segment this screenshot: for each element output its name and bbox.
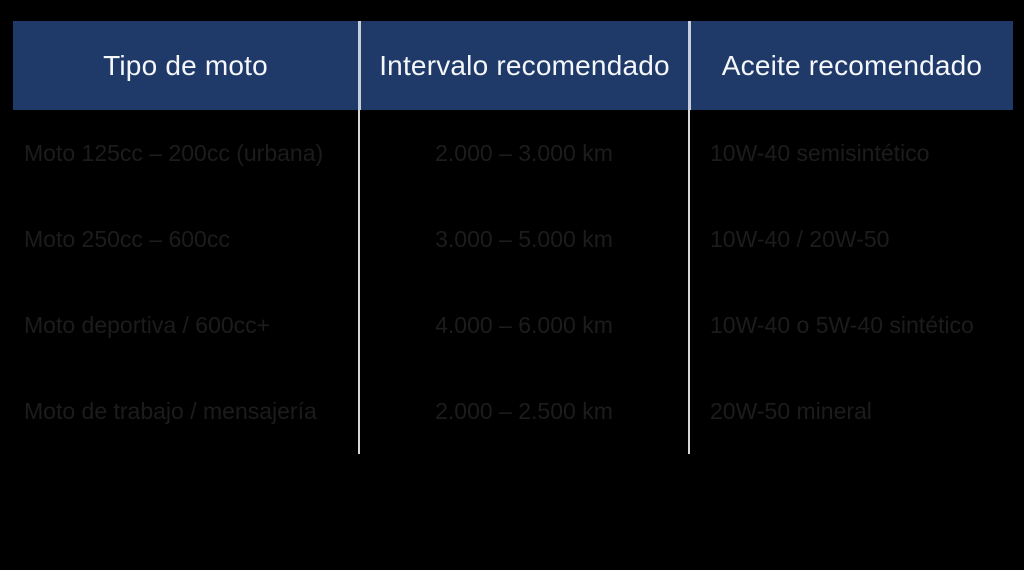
cell-tipo-row-3: Moto deportiva / 600cc+ — [24, 311, 271, 338]
cell-tipo-row-2: Moto 250cc – 600cc — [24, 225, 230, 252]
cell-aceite-row-3: 10W-40 o 5W-40 sintético — [688, 282, 1013, 368]
cell-tipo-row-1: Moto 125cc – 200cc (urbana) — [24, 139, 324, 166]
cell-intervalo-row-1: 2.000 – 3.000 km — [358, 110, 688, 196]
cell-intervalo-row-3: 4.000 – 6.000 km — [358, 282, 688, 368]
column-header-aceite-recomendado: Aceite recomendado — [688, 21, 1013, 110]
cell-aceite-row-4: 20W-50 mineral — [688, 368, 1013, 454]
cell-intervalo-row-2: 3.000 – 5.000 km — [358, 196, 688, 282]
oil-change-table — [13, 21, 1013, 454]
cell-intervalo-row-4: 2.000 – 2.500 km — [358, 368, 688, 454]
cell-aceite-row-2: 10W-40 / 20W-50 — [688, 196, 1013, 282]
cell-tipo-row-4: Moto de trabajo / mensajería — [24, 397, 317, 424]
column-header-tipo-de-moto: Tipo de moto — [13, 21, 358, 110]
cell-aceite-row-1: 10W-40 semisintético — [688, 110, 1013, 196]
column-header-intervalo-recomendado: Intervalo recomendado — [358, 21, 688, 110]
